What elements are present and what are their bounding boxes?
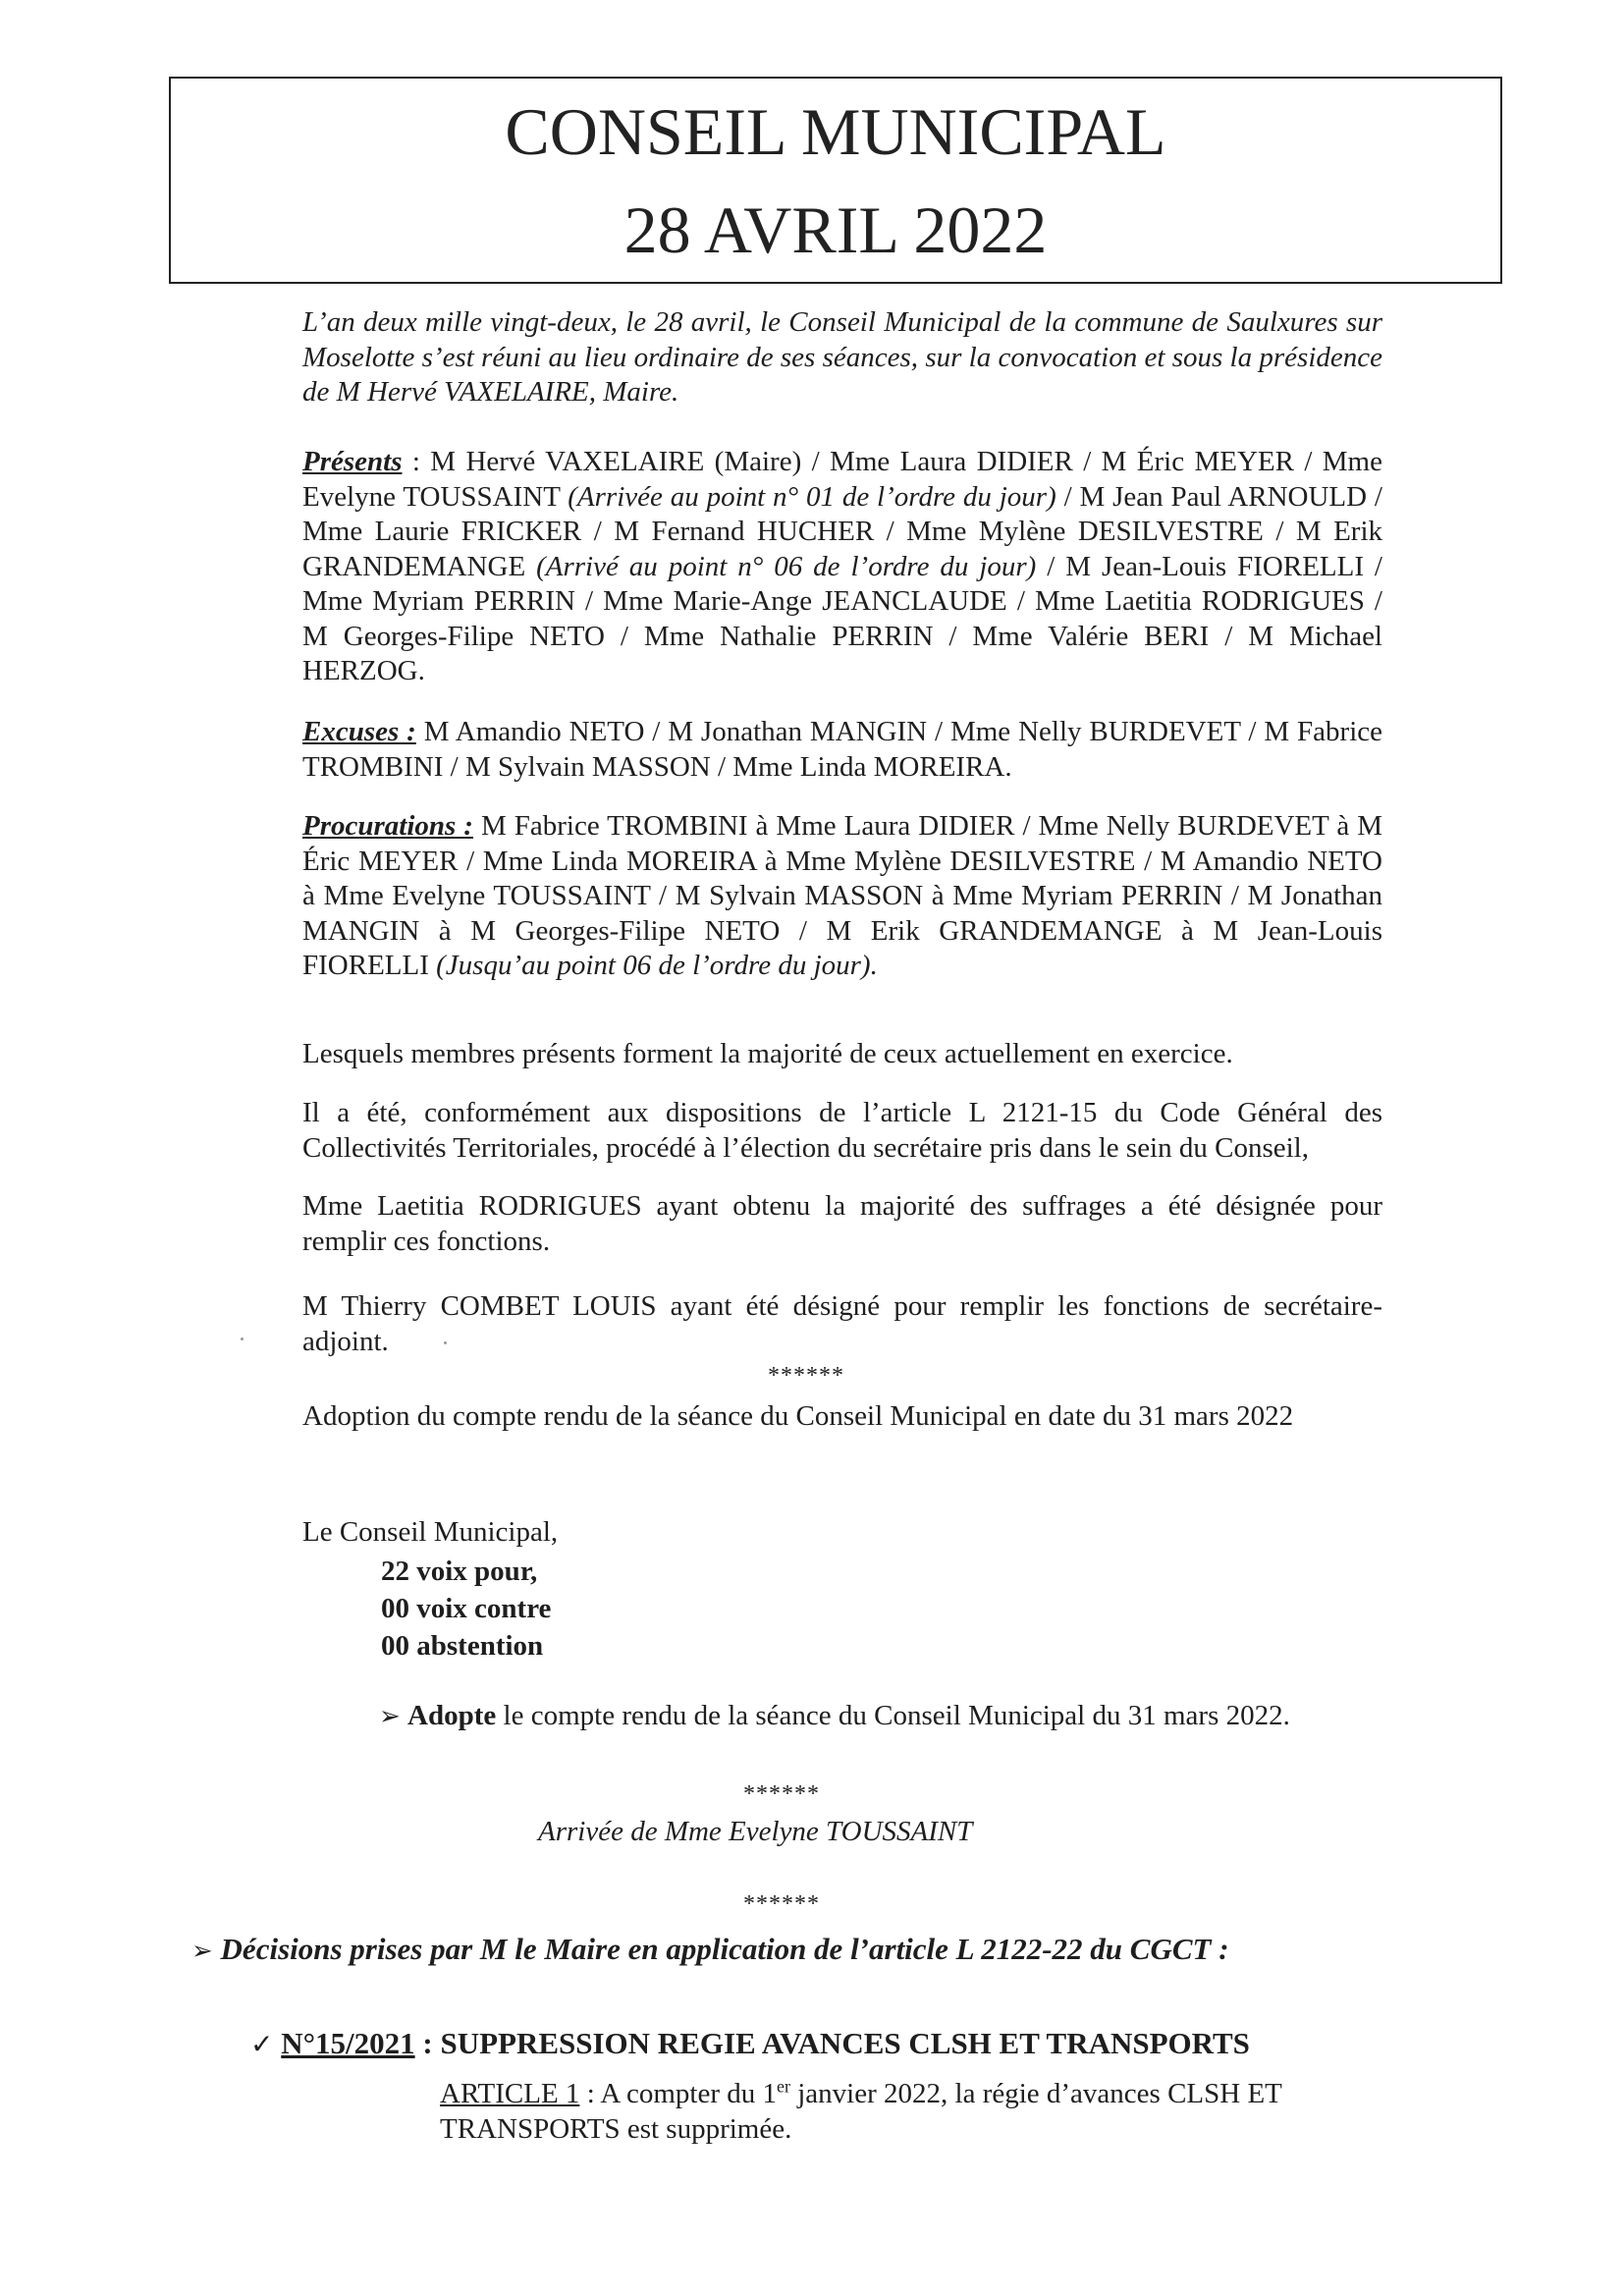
document-date: 28 AVRIL 2022	[623, 192, 1048, 267]
adopt-decision	[302, 1699, 1382, 1735]
votes-for: 22 voix pour,	[381, 1556, 538, 1587]
separator-stars-3: ******	[743, 1891, 820, 1917]
check-icon: ✓	[250, 2028, 274, 2060]
scan-speck	[241, 1338, 244, 1340]
presents-part2: / M Jean Paul ARNOULD / Mme Laurie FRICKER / M Fernand HUCHER / Mme Mylène DESILVESTRE / M Erik GRANDEMANGE	[302, 480, 1382, 582]
procurations-label: Procurations :	[302, 810, 473, 842]
article-1	[440, 2076, 1382, 2147]
decision-number: N°15/2021	[281, 2026, 415, 2060]
mayor-decisions-heading	[191, 1931, 1229, 1970]
votes-abstention: 00 abstention	[381, 1630, 544, 1662]
votes-against: 00 voix contre	[381, 1593, 552, 1624]
adopt-text: le compte rendu de la séance du Conseil Municipal du 31 mars 2022.	[496, 1700, 1290, 1731]
separator-stars: ******	[768, 1363, 844, 1389]
article-label: ARTICLE 1	[440, 2078, 580, 2109]
document-title: CONSEIL MUNICIPAL	[505, 94, 1166, 169]
excuses-paragraph	[302, 715, 1382, 785]
decision-item-title	[250, 2025, 1250, 2063]
intro-paragraph: L’an deux mille vingt-deux, le 28 avril, le Conseil Municipal de la commune de Saulxures sur Moselotte s’est réuni au lieu ordinaire de ses séances, sur la convocation et sous la présidence de M Hervé VAXELAIRE, Maire.	[302, 306, 1382, 408]
procurations-text: M Fabrice TROMBINI à Mme Laura DIDIER / Mme Nelly BURDEVET à M Éric MEYER / Mme Linda MOREIRA à Mme Mylène DESILVESTRE / M Amandio NETO à Mme Evelyne TOUSSAINT / M Sylvain MASSON à Mme Myriam PERRIN / M Jonathan MANGIN à M Georges-Filipe NETO / M Erik GRANDEMANGE à M Jean-Louis FIORELLI	[302, 810, 1382, 981]
presents-part1: M Hervé VAXELAIRE (Maire) / Mme Laura DIDIER / M Éric MEYER / Mme Evelyne TOUSSAINT	[302, 446, 1382, 513]
separator-stars-2: ******	[743, 1781, 820, 1807]
excuses-text: M Amandio NETO / M Jonathan MANGIN / Mme Nelly BURDEVET / M Fabrice TROMBINI / M Sylvain MASSON / Mme Linda MOREIRA.	[302, 716, 1382, 783]
adopt-bold: Adopte	[407, 1700, 497, 1731]
council-label: Le Conseil Municipal,	[302, 1516, 559, 1548]
arrow-bullet-icon-2: ➢	[191, 1937, 213, 1966]
arrival-note: Arrivée de Mme Evelyne TOUSSAINT	[538, 1816, 973, 1847]
election-paragraph: Il a été, conformément aux dispositions de l’article L 2121-15 du Code Général des Collectivités Territoriales, procédé à l’élection du secrétaire pris dans le sein du Conseil,	[302, 1097, 1382, 1164]
article-sup: er	[777, 2076, 790, 2097]
article-post: janvier 2022, la régie d’avances CLSH ET TRANSPORTS est supprimée.	[440, 2078, 1282, 2145]
presents-note2: (Arrivé au point n° 06 de l’ordre du jour)	[536, 550, 1037, 582]
secretary-paragraph: Mme Laetitia RODRIGUES ayant obtenu la majorité des suffrages a été désignée pour remplir ces fonctions.	[302, 1190, 1382, 1257]
presents-sep: :	[402, 446, 431, 477]
adoption-item: Adoption du compte rendu de la séance du Conseil Municipal en date du 31 mars 2022	[302, 1400, 1294, 1432]
title-box	[169, 77, 1502, 284]
mayor-decisions-text: Décisions prises par M le Maire en application de l’article L 2122-22 du CGCT :	[220, 1932, 1229, 1966]
procurations-note: (Jusqu’au point 06 de l’ordre du jour).	[436, 950, 878, 981]
presents-paragraph	[302, 445, 1382, 689]
scan-speck	[444, 1341, 447, 1344]
arrow-bullet-icon: ➢	[379, 1702, 401, 1731]
presents-label: Présents	[302, 446, 403, 477]
presents-part3: / M Jean-Louis FIORELLI / Mme Myriam PERRIN / Mme Marie-Ange JEANCLAUDE / Mme Laetitia RODRIGUES / M Georges-Filipe NETO / Mme Nathalie PERRIN / Mme Valérie BERI / M Michael HERZOG.	[302, 550, 1382, 686]
presents-note1: (Arrivée au point n° 01 de l’ordre du jour)	[568, 480, 1056, 513]
deputy-secretary-paragraph: M Thierry COMBET LOUIS ayant été désigné pour remplir les fonctions de secrétaire-adjoint.	[302, 1290, 1382, 1357]
excuses-label: Excuses :	[302, 716, 416, 747]
majority-sentence: Lesquels membres présents forment la majorité de ceux actuellement en exercice.	[302, 1038, 1233, 1069]
decision-title: : SUPPRESSION REGIE AVANCES CLSH ET TRANSPORTS	[414, 2026, 1250, 2060]
article-pre: : A compter du 1	[579, 2078, 778, 2109]
procurations-paragraph	[302, 809, 1382, 984]
